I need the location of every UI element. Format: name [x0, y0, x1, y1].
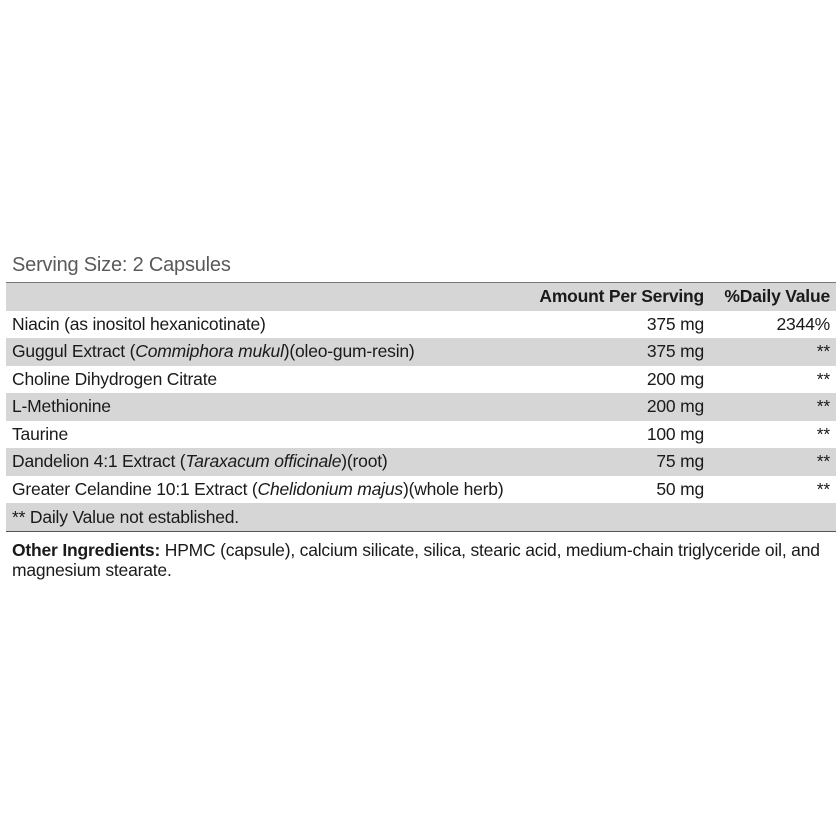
daily-value-footnote: ** Daily Value not established. [6, 503, 836, 531]
ingredient-name: Dandelion 4:1 Extract (Taraxacum officinale)(root) [12, 451, 388, 472]
ingredient-amount: 50 mg [656, 478, 704, 499]
ingredient-amount: 375 mg [646, 341, 704, 362]
nutrient-table [6, 282, 836, 532]
table-row [6, 421, 836, 449]
table-row [6, 476, 836, 504]
ingredient-daily-value: ** [816, 368, 830, 389]
ingredient-name: Niacin (as inositol hexanicotinate) [12, 313, 266, 334]
ingredient-daily-value: ** [816, 396, 830, 417]
ingredient-daily-value: 2344% [776, 313, 830, 334]
table-row [6, 393, 836, 421]
table-header-row [6, 283, 836, 311]
ingredient-name: Taurine [12, 423, 68, 444]
table-row [6, 338, 836, 366]
serving-size: Serving Size: 2 Capsules [12, 254, 231, 276]
ingredient-daily-value: ** [816, 451, 830, 472]
ingredient-amount: 100 mg [646, 423, 704, 444]
other-ingredients-text: HPMC (capsule), calcium silicate, silica, stearic acid, medium-chain triglyceride oil, and magnesium stearate. [12, 540, 820, 580]
other-ingredients [6, 540, 836, 580]
ingredient-name: Guggul Extract (Commiphora mukul)(oleo-gum-resin) [12, 341, 415, 362]
ingredient-amount: 375 mg [646, 313, 704, 334]
other-ingredients-label: Other Ingredients: [12, 540, 161, 560]
ingredient-daily-value: ** [816, 423, 830, 444]
ingredient-name: Choline Dihydrogen Citrate [12, 368, 217, 389]
table-row [6, 366, 836, 394]
ingredient-name: L-Methionine [12, 396, 111, 417]
header-amount: Amount Per Serving [539, 286, 704, 307]
ingredient-amount: 75 mg [656, 451, 704, 472]
table-row [6, 311, 836, 339]
ingredient-daily-value: ** [816, 478, 830, 499]
ingredient-amount: 200 mg [646, 368, 704, 389]
header-daily-value: %Daily Value [724, 286, 830, 307]
ingredient-daily-value: ** [816, 341, 830, 362]
ingredient-name: Greater Celandine 10:1 Extract (Chelidonium majus)(whole herb) [12, 478, 504, 499]
ingredient-amount: 200 mg [646, 396, 704, 417]
table-row [6, 448, 836, 476]
supplement-facts-panel [6, 252, 836, 580]
